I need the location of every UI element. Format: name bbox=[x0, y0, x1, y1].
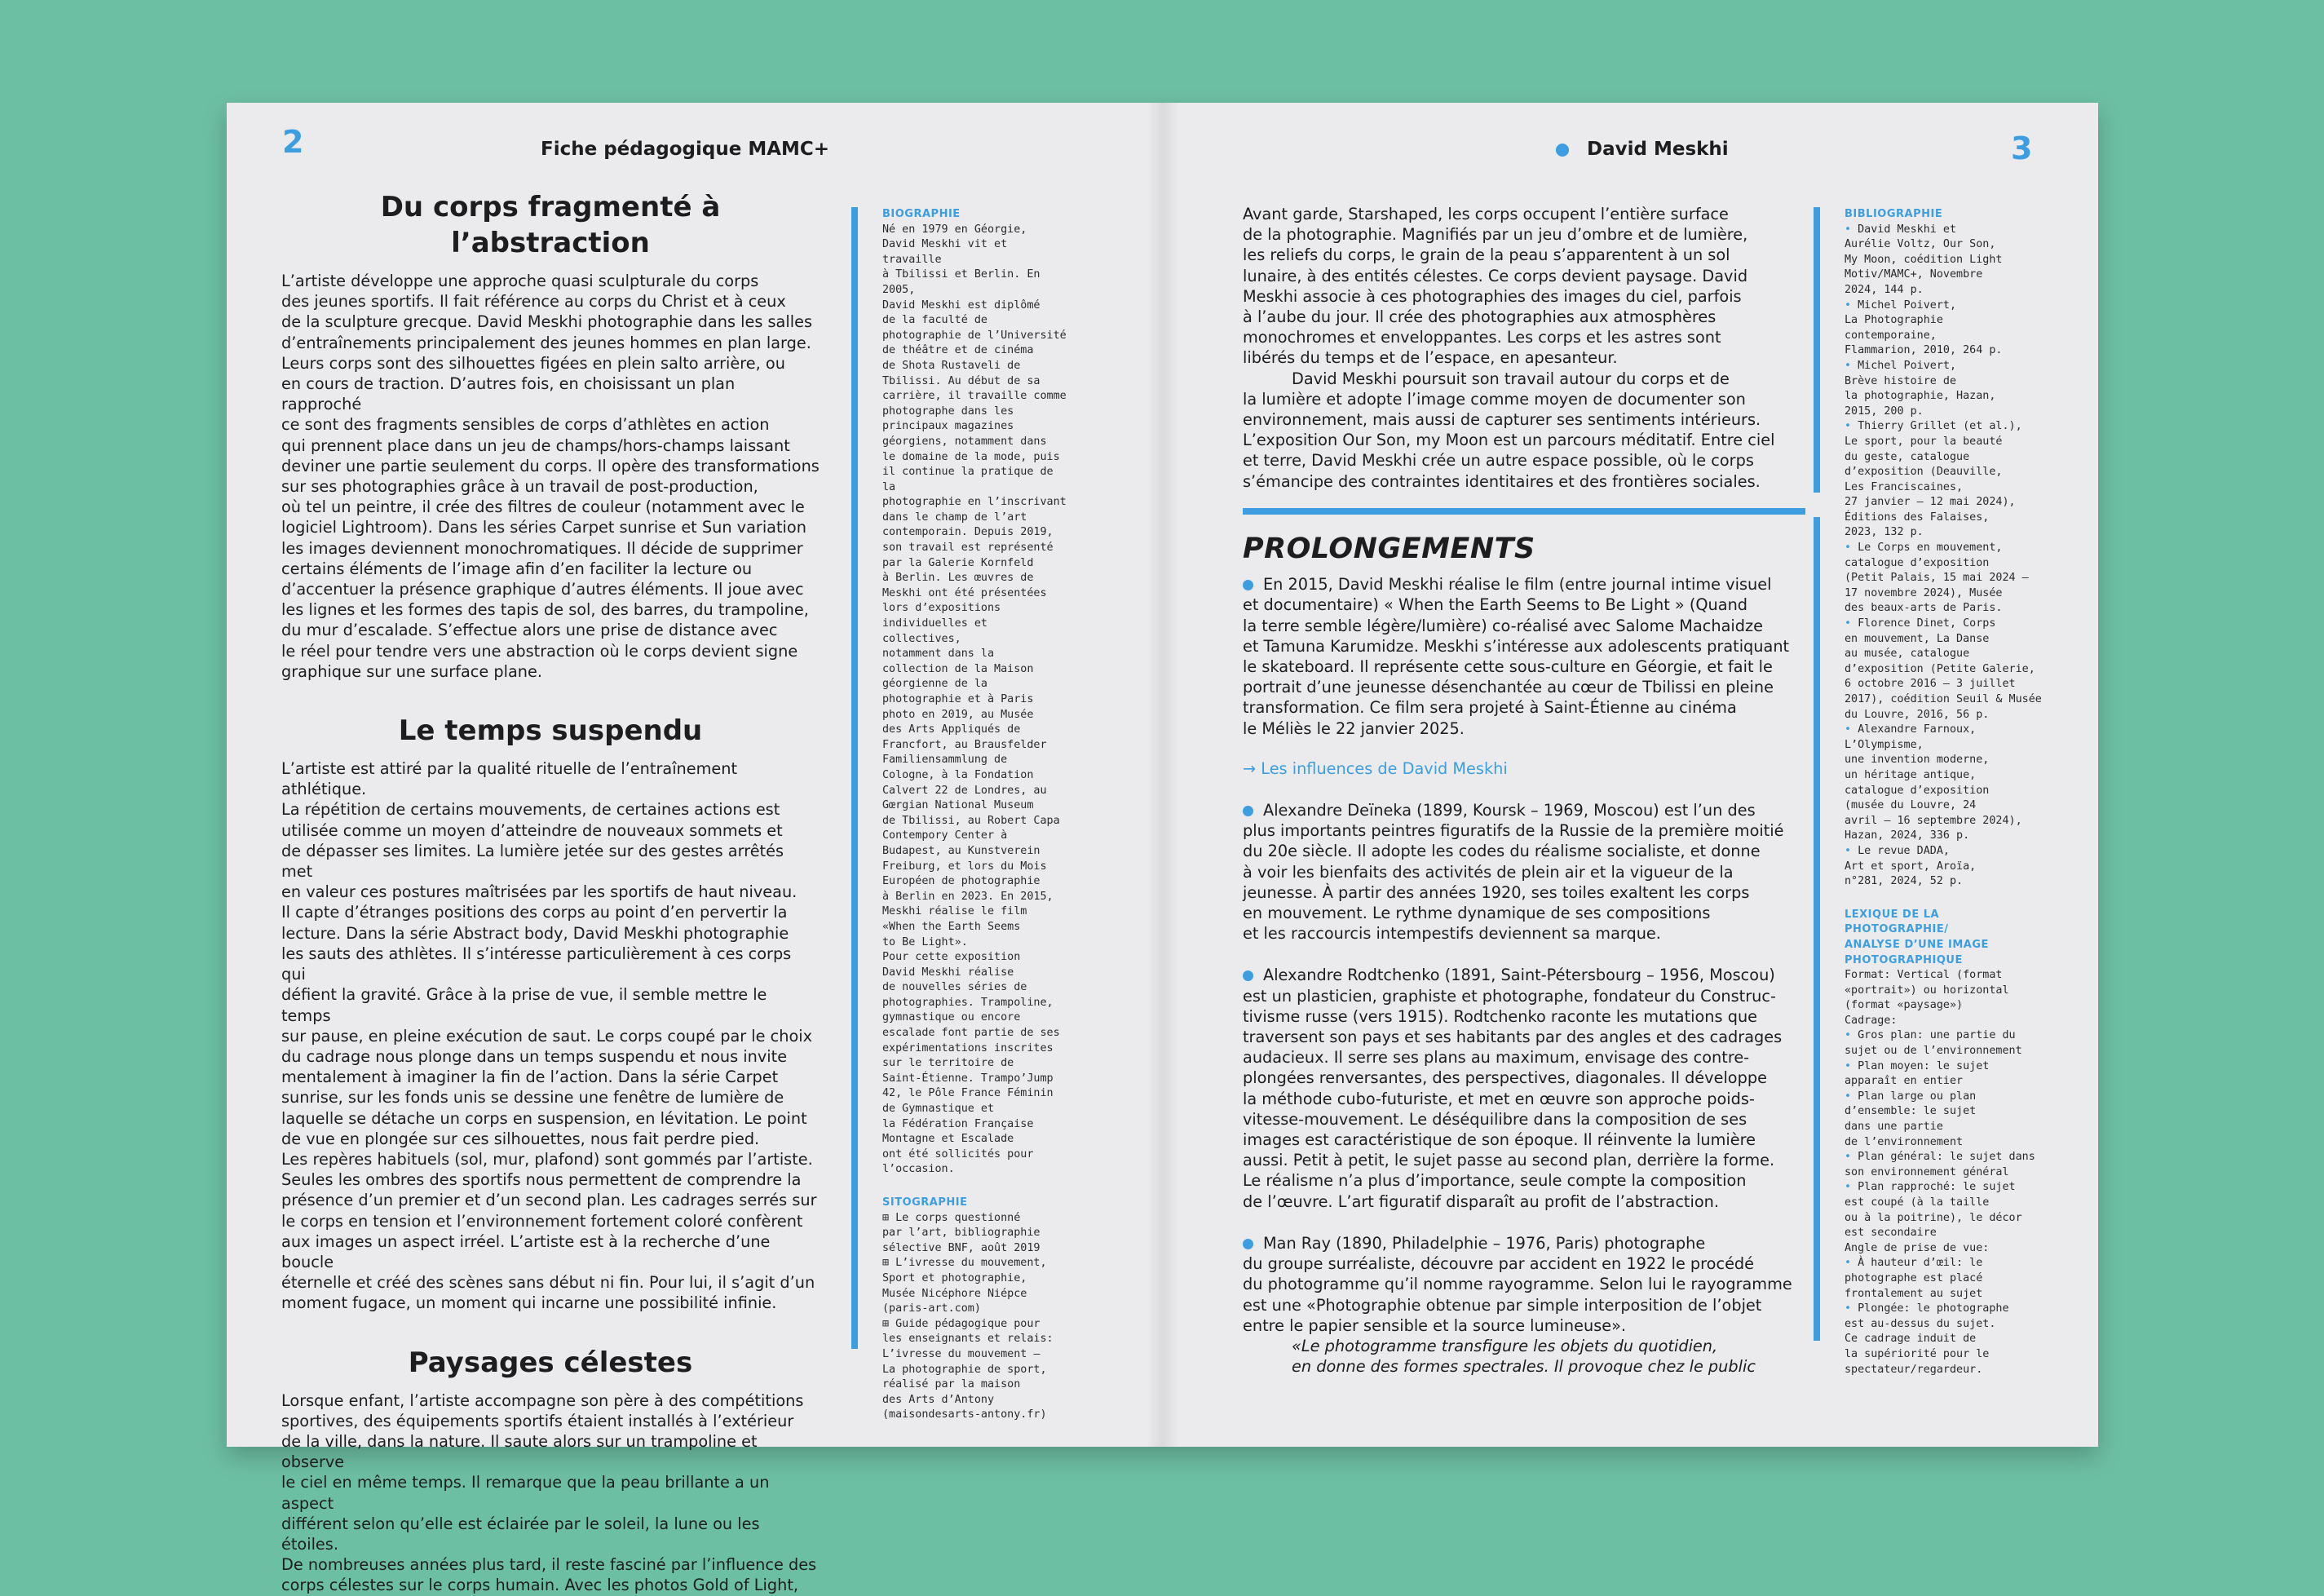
section-title-suspended: Le temps suspendu bbox=[398, 714, 703, 748]
text-line: catalogue d’exposition bbox=[1845, 556, 1990, 569]
text-line: les enseignants et relais: bbox=[882, 1333, 1054, 1346]
text-line: des Arts d’Antony bbox=[882, 1393, 995, 1406]
text-line: images est caractéristique de son époque. Il réinvente la lumière bbox=[1243, 1130, 1756, 1150]
text-line: L’artiste est attiré par la qualité rituelle de l’entraînement athlétique. bbox=[281, 759, 738, 799]
text-line: L’artiste développe une approche quasi sculpturale du corps bbox=[281, 272, 759, 290]
text-line: (musée du Louvre, 24 bbox=[1845, 799, 1977, 812]
text-line: où tel un peintre, il crée des filtres de couleur (notamment avec le bbox=[281, 497, 805, 517]
text-line: transformation. Ce film sera projeté à Saint-Étienne au cinéma bbox=[1243, 698, 1737, 718]
text-line: Aurélie Voltz, Our Son, bbox=[1845, 238, 1996, 251]
bullet-icon: • bbox=[1845, 359, 1858, 372]
text-line: lors d’expositions bbox=[882, 602, 1001, 615]
text-line: collection de la Maison bbox=[882, 662, 1034, 675]
text-line: de vue en plongée sur ces silhouettes, nous fait perdre pied. bbox=[281, 1129, 760, 1148]
text-line: Contempory Center à bbox=[882, 829, 1008, 842]
text-line: aux images un aspect irréel. L’artiste est à la recherche d’une boucle bbox=[281, 1231, 771, 1271]
sidebar-rule-top bbox=[1814, 207, 1820, 493]
text-line: environnement, mais aussi de capturer ses sentiments intérieurs. bbox=[1243, 410, 1761, 430]
text-line: photographie de l’Université bbox=[882, 329, 1067, 342]
text-line: jeunesse. À partir des années 1920, ses toiles exaltent les corps bbox=[1243, 882, 1750, 902]
text-line: défient la gravité. Grâce à la prise de vue, il semble mettre le temps bbox=[281, 985, 767, 1025]
text-line: escalade font partie de ses bbox=[882, 1027, 1060, 1040]
text-line: dans une partie bbox=[1845, 1121, 1943, 1134]
text-line: d’exposition (Petite Galerie, bbox=[1845, 662, 2035, 675]
text-line: le corps en tension et l’environnement fortement coloré confèrent bbox=[281, 1211, 803, 1231]
text-line: lecture. Dans la série Abstract body, David Meskhi photographie bbox=[281, 923, 789, 943]
text-line: Familiensammlung de bbox=[882, 754, 1008, 767]
bullet-icon: • bbox=[1845, 1029, 1858, 1042]
text-line: à Tbilissi et Berlin. En 2005, bbox=[882, 268, 1040, 296]
text-line: n°281, 2024, 52 p. bbox=[1845, 875, 1964, 888]
text-line: David Meskhi réalise bbox=[882, 966, 1014, 979]
text-line: de dépasser ses limites. La lumière jetée sur des gestes arrêtés met bbox=[281, 841, 784, 882]
text-line: Saint-Étienne. Trampo’Jump bbox=[882, 1072, 1054, 1085]
text-line: de la sculpture grecque. David Meskhi photographie dans les salles bbox=[281, 312, 812, 332]
text-line: il continue la pratique de la bbox=[882, 466, 1054, 493]
text-line: de l’environnement bbox=[1845, 1135, 1964, 1148]
influences-link[interactable]: → Les influences de David Meskhi bbox=[1243, 758, 1508, 778]
text-line: Leurs corps sont des silhouettes figées en plein salto arrière, ou bbox=[281, 353, 785, 373]
lexique-label: LEXIQUE DE LA PHOTOGRAPHIE/ ANALYSE D’UNE IMAGE PHOTOGRAPHIQUE bbox=[1845, 908, 1989, 966]
text-line: spectateur/regardeur. bbox=[1845, 1363, 1983, 1376]
text-line: individuelles et collectives, bbox=[882, 617, 987, 645]
paragraph-suspended bbox=[281, 758, 820, 1313]
text-line: La répétition de certains mouvements, de certaines actions est bbox=[281, 800, 780, 820]
text-line: est au-dessus du sujet. bbox=[1845, 1317, 1996, 1330]
text-line: • Gros plan: une partie du bbox=[1845, 1029, 2016, 1042]
text-line: sur ses photographies grâce à un travail de post-production, bbox=[281, 477, 758, 497]
text-line: la méthode cubo-futuriste, et met en œuvre son approche poids- bbox=[1243, 1089, 1755, 1108]
text-line: et Tamuna Karumidze. Meskhi s’intéresse aux adolescents pratiquant bbox=[1243, 636, 1790, 656]
text-line: Brève histoire de bbox=[1845, 374, 1957, 387]
text-line: au musée, catalogue bbox=[1845, 648, 1970, 661]
text-line: • Michel Poivert, bbox=[1845, 359, 1957, 372]
text-line: apparaît en entier bbox=[1845, 1075, 1964, 1088]
text-line: L’exposition Our Son, my Moon est un parcours méditatif. Entre ciel bbox=[1243, 431, 1775, 450]
text-line: géorgiens, notamment dans bbox=[882, 435, 1047, 448]
text-line: Art et sport, Aroïa, bbox=[1845, 860, 1977, 873]
bullet-dot-icon bbox=[1243, 970, 1253, 981]
bullet-icon: • bbox=[1845, 1257, 1858, 1270]
text-line: présence d’un premier et d’un second plan. Les cadrages serrés sur bbox=[281, 1191, 817, 1210]
text-line: Musée Nicéphore Niépce bbox=[882, 1287, 1027, 1300]
text-line: les images deviennent monochromatiques. Il décide de supprimer bbox=[281, 538, 803, 558]
text-line: du 20e siècle. Il adopte les codes du réalisme socialiste, et donne bbox=[1243, 842, 1761, 861]
text-line: géorgienne de la bbox=[882, 678, 987, 691]
text-line: entre le papier sensible et la source lumineuse». bbox=[1243, 1315, 1627, 1335]
text-line: différent selon qu’elle est éclairée par le soleil, la lune ou les étoiles. bbox=[281, 1514, 760, 1554]
text-line: 2017), coédition Seuil & Musée bbox=[1845, 693, 2042, 705]
deineka-paragraph bbox=[1243, 800, 1805, 944]
text-line: libérés du temps et de l’espace, en apesanteur. bbox=[1243, 348, 1618, 368]
text-line: audacieux. Il serre ses plans au maximum, envisage des contre- bbox=[1243, 1048, 1750, 1068]
text-line: sunrise, sur les fonds unis se dessine une fenêtre de lumière de bbox=[281, 1088, 784, 1107]
text-line: to Be Light». bbox=[882, 935, 968, 948]
text-line: gymnastique ou encore bbox=[882, 1011, 1021, 1024]
section-title-fragmented: Du corps fragmenté à l’abstraction bbox=[380, 191, 721, 259]
text-line: photographies. Trampoline, bbox=[882, 996, 1054, 1009]
text-line: Freiburg, et lors du Mois bbox=[882, 860, 1047, 873]
paragraph-celestial bbox=[281, 1390, 820, 1596]
bullet-icon: • bbox=[1845, 1302, 1858, 1315]
text-line: De nombreuses années plus tard, il reste fasciné par l’influence des bbox=[281, 1555, 817, 1575]
text-line: sur pause, en pleine exécution de saut. Le corps coupé par le choix bbox=[281, 1026, 813, 1046]
text-line: Avant garde, Starshaped, les corps occupent l’entière surface bbox=[1243, 205, 1729, 223]
text-line: sélective BNF, août 2019 bbox=[882, 1241, 1040, 1254]
text-line: Éditions des Falaises, bbox=[1845, 511, 1990, 524]
text-line: expérimentations inscrites bbox=[882, 1041, 1054, 1054]
text-line: des Arts Appliqués de bbox=[882, 723, 1021, 736]
bullet-dot-icon bbox=[1243, 806, 1253, 816]
text-line: de théâtre et de cinéma bbox=[882, 344, 1034, 357]
text-line: «portrait») ou horizontal bbox=[1845, 984, 2009, 997]
bio-text bbox=[882, 223, 1070, 1178]
text-line: sujet ou de l’environnement bbox=[1845, 1045, 2022, 1058]
blue-dot-icon bbox=[1556, 144, 1569, 157]
rodtchenko-paragraph bbox=[1243, 965, 1805, 1211]
right-main-bottom bbox=[1243, 533, 1805, 1377]
text-line: Européen de photographie bbox=[882, 875, 1040, 888]
text-line: est un plasticien, graphiste et photographe, fondateur du Construc- bbox=[1243, 986, 1776, 1006]
text-line: David Meskhi vit et travaille bbox=[882, 238, 1008, 266]
section-title-celestial: Paysages célestes bbox=[408, 1346, 693, 1379]
text-line: monochromes et enveloppantes. Les corps et les astres sont bbox=[1243, 328, 1721, 347]
text-line: Tbilissi. Au début de sa bbox=[882, 374, 1040, 387]
text-line: en mouvement. Le rythme dynamique de ses compositions bbox=[1243, 904, 1711, 923]
text-line: de Gymnastique et bbox=[882, 1103, 995, 1116]
text-line: Alexandre Rodtchenko (1891, Saint-Pétersbourg – 1956, Moscou) bbox=[1243, 965, 1805, 985]
text-line: est coupé (à la taille bbox=[1845, 1196, 1990, 1209]
page-gutter bbox=[1147, 103, 1179, 1447]
text-line: principaux magazines bbox=[882, 420, 1014, 433]
text-line: 2023, 132 p. bbox=[1845, 526, 1924, 539]
text-line: le skateboard. Il représente cette sous-culture en Géorgie, et fait le bbox=[1243, 657, 1773, 677]
text-line: les lignes et les formes des tapis de sol, des barres, du trampoline, bbox=[281, 600, 809, 620]
biblio-list bbox=[1845, 223, 2042, 890]
text-line: et terre, David Meskhi crée un autre espace possible, où le corps bbox=[1243, 451, 1754, 471]
bio-label: BIOGRAPHIE bbox=[882, 208, 961, 220]
bullet-icon: • bbox=[1845, 1181, 1858, 1194]
text-line: avril – 16 septembre 2024), bbox=[1845, 814, 2022, 827]
text-line: qui prennent place dans un jeu de champs/hors-champs laissant bbox=[281, 435, 790, 455]
text-line: L’Olympisme, bbox=[1845, 738, 1924, 751]
text-line: son environnement général bbox=[1845, 1165, 2009, 1178]
text-line: Seules les ombres des sportifs nous permettent de comprendre la bbox=[281, 1170, 802, 1190]
text-line: du Louvre, 2016, 56 p. bbox=[1845, 708, 1990, 721]
text-line: Calvert 22 de Londres, au bbox=[882, 784, 1047, 797]
text-line: Il capte d’étranges positions des corps au point d’en pervertir la bbox=[281, 903, 788, 922]
text-line: Cadrage: bbox=[1845, 1014, 1898, 1027]
text-line: et les raccourcis intempestifs deviennent sa marque. bbox=[1243, 924, 1661, 944]
text-line: (paris-art.com) bbox=[882, 1302, 981, 1315]
text-line: Lorsque enfant, l’artiste accompagne son père à des compétitions bbox=[281, 1390, 804, 1410]
text-line: des jeunes sportifs. Il fait référence au corps du Christ et à ceux bbox=[281, 292, 786, 312]
text-line: aussi. Petit à petit, le sujet passe au second plan, derrière la forme. bbox=[1243, 1151, 1775, 1170]
text-line: ⊞ Le corps questionné bbox=[882, 1211, 1021, 1224]
text-line: tivisme russe (vers 1915). Rodtchenko raconte les mutations que bbox=[1243, 1006, 1758, 1026]
text-line: mentalement à imaginer la fin de l’action. Dans la série Carpet bbox=[281, 1068, 779, 1087]
text-line: ⊞ Guide pédagogique pour bbox=[882, 1317, 1040, 1330]
paragraph-celestial-cont bbox=[1243, 204, 1797, 369]
bullet-dot-icon bbox=[1243, 580, 1253, 590]
text-line: d’exposition (Deauville, bbox=[1845, 466, 2003, 479]
text-line: d’accentuer la présence graphique d’autres éléments. Il joue avec bbox=[281, 580, 804, 599]
text-line: Ce cadrage induit de bbox=[1845, 1333, 1977, 1346]
running-head-left: Fiche pédagogique MAMC+ bbox=[541, 139, 830, 160]
text-line: à Berlin. Les œuvres de bbox=[882, 572, 1034, 585]
text-line: Motiv/MAMC+, Novembre bbox=[1845, 268, 1983, 281]
text-line: 42, le Pôle France Féminin bbox=[882, 1087, 1054, 1100]
text-line: • Le revue DADA, bbox=[1845, 844, 1950, 857]
text-line: du photogramme qu’il nomme rayogramme. Selon lui le rayogramme bbox=[1243, 1275, 1792, 1294]
text-line: notamment dans la bbox=[882, 648, 995, 661]
text-line: le Méliès le 22 janvier 2025. bbox=[1243, 718, 1465, 738]
text-line: à l’aube du jour. Il crée des photographies aux atmosphères bbox=[1243, 307, 1716, 327]
bullet-icon: • bbox=[1845, 844, 1858, 857]
text-line: la lumière et adopte l’image comme moyen de documenter son bbox=[1243, 389, 1746, 409]
text-line: plongées renversantes, des perspectives, diagonales. Il développe bbox=[1243, 1068, 1767, 1088]
text-line: • Plan moyen: le sujet bbox=[1845, 1059, 1990, 1072]
text-line: est une «Photographie obtenue par simple interposition de l’objet bbox=[1243, 1295, 1762, 1315]
text-line: Angle de prise de vue: bbox=[1845, 1241, 1990, 1254]
text-line: de nouvelles séries de bbox=[882, 981, 1027, 994]
text-line: éternelle et créé des scènes sans début ni fin. Pour lui, il s’agit d’un bbox=[281, 1273, 815, 1293]
text-line: «Le photogramme transfigure les objets du quotidien, bbox=[1292, 1336, 1718, 1355]
text-line: 2015, 200 p. bbox=[1845, 405, 1924, 418]
text-line: • Plan large ou plan bbox=[1845, 1090, 1977, 1103]
text-line: réalisé par la maison bbox=[882, 1378, 1021, 1391]
text-line: plus importants peintres figuratifs de la Russie de la première moitié bbox=[1243, 821, 1784, 841]
text-line: de la ville, dans la nature. Il saute alors sur un trampoline et observe bbox=[281, 1431, 758, 1472]
text-line: la photographie, Hazan, bbox=[1845, 390, 1996, 403]
text-line: En 2015, David Meskhi réalise le film (entre journal intime visuel bbox=[1243, 574, 1805, 595]
biblio-label: BIBLIOGRAPHIE bbox=[1845, 208, 1943, 220]
text-line: vitesse-mouvement. Le déséquilibre dans la composition de ses bbox=[1243, 1109, 1747, 1129]
text-line: un héritage antique, bbox=[1845, 768, 1977, 781]
text-line: deviner une partie seulement du corps. Il opère des transformations bbox=[281, 456, 820, 475]
text-line: Le réalisme n’a plus d’importance, seule compte la composition bbox=[1243, 1171, 1747, 1191]
text-line: graphique sur une surface plane. bbox=[281, 661, 543, 681]
right-main-top bbox=[1243, 204, 1797, 492]
text-line: la supériorité pour le bbox=[1845, 1347, 1990, 1360]
running-head-right-text: David Meskhi bbox=[1587, 139, 1729, 160]
bullet-icon: • bbox=[1845, 1090, 1858, 1103]
bullet-icon: • bbox=[1845, 223, 1858, 236]
text-line: • Plan rapproché: le sujet bbox=[1845, 1181, 2016, 1194]
text-line: du cadrage nous plonge dans un temps suspendu et nous invite bbox=[281, 1046, 788, 1066]
text-line: photo en 2019, au Musée bbox=[882, 708, 1034, 721]
text-line: d’ensemble: le sujet bbox=[1845, 1105, 1977, 1118]
text-line: du groupe surréaliste, découvre par accident en 1922 le procédé bbox=[1243, 1254, 1755, 1274]
bullet-icon: • bbox=[1845, 617, 1858, 630]
text-line: de l’œuvre. L’art figuratif disparaît au profit de l’abstraction. bbox=[1243, 1191, 1719, 1211]
text-line: l’occasion. bbox=[882, 1163, 955, 1176]
text-line: son travail est représenté bbox=[882, 542, 1054, 555]
text-line: portrait d’une jeunesse désenchantée au cœur de Tbilissi en pleine bbox=[1243, 678, 1774, 697]
text-line: moment fugace, un moment qui incarne une possibilité infinie. bbox=[281, 1293, 777, 1313]
page-number-right: 3 bbox=[2011, 130, 2033, 166]
paragraph-fragmented bbox=[281, 271, 820, 682]
text-line: Format: Vertical (format bbox=[1845, 969, 2003, 982]
text-line: Alexandre Deïneka (1899, Koursk – 1969, Moscou) est l’un des bbox=[1243, 800, 1805, 820]
text-line: Man Ray (1890, Philadelphie – 1976, Paris) photographe bbox=[1243, 1233, 1805, 1253]
text-line: • Alexandre Farnoux, bbox=[1845, 723, 1977, 736]
text-line: ou à la poitrine), le décor bbox=[1845, 1211, 2022, 1224]
text-line: des beaux-arts de Paris. bbox=[1845, 602, 2003, 615]
text-line: catalogue d’exposition bbox=[1845, 784, 1990, 797]
text-line: • Le Corps en mouvement, bbox=[1845, 542, 2003, 555]
text-line: logiciel Lightroom). Dans les séries Carpet sunrise et Sun variation bbox=[281, 518, 806, 537]
text-line: à Berlin en 2023. En 2015, bbox=[882, 890, 1054, 903]
text-line: David Meskhi est diplômé bbox=[882, 298, 1040, 312]
text-line: par l’art, bibliographie bbox=[882, 1227, 1040, 1240]
sito-links[interactable] bbox=[882, 1211, 1070, 1423]
bullet-icon: • bbox=[1845, 1151, 1858, 1164]
text-line: les reliefs du corps, le grain de la peau s’apparentent à un sol bbox=[1243, 245, 1730, 265]
text-line: d’entraînements principalement des jeunes hommes en plan large. bbox=[281, 333, 811, 352]
text-line: Les Franciscaines, bbox=[1845, 480, 1964, 493]
manray-paragraph bbox=[1243, 1233, 1805, 1377]
text-line: de Shota Rustaveli de bbox=[882, 359, 1021, 372]
text-line: Pour cette exposition bbox=[882, 951, 1021, 964]
text-line: la Fédération Française bbox=[882, 1117, 1034, 1130]
text-line: • Plan général: le sujet dans bbox=[1845, 1151, 2035, 1164]
text-line: Meskhi réalise le film bbox=[882, 905, 1027, 918]
text-line: La photographie de sport, bbox=[882, 1363, 1047, 1376]
text-line: dans le champ de l’art bbox=[882, 511, 1027, 524]
magazine-spread bbox=[227, 103, 2098, 1595]
text-line: • Plongée: le photographe bbox=[1845, 1302, 2009, 1315]
text-line: du mur d’escalade. S’effectue alors une prise de distance avec bbox=[281, 621, 778, 640]
text-line: (format «paysage») bbox=[1845, 999, 1964, 1012]
text-line: de la photographie. Magnifiés par un jeu d’ombre et de lumière, bbox=[1243, 225, 1748, 245]
text-line: en cours de traction. D’autres fois, en choisissant un plan rapproché bbox=[281, 374, 736, 414]
text-line: photographie et à Paris bbox=[882, 693, 1034, 705]
text-line: «When the Earth Seems bbox=[882, 920, 1021, 933]
paragraph-journey bbox=[1243, 369, 1797, 492]
text-line: Hazan, 2024, 336 p. bbox=[1845, 829, 1970, 842]
text-line: Cologne, à la Fondation bbox=[882, 768, 1034, 781]
bullet-icon: • bbox=[1845, 420, 1858, 433]
text-line: (maisondesarts-antony.fr) bbox=[882, 1408, 1047, 1421]
text-line: La Photographie bbox=[1845, 314, 1943, 327]
text-line: une invention moderne, bbox=[1845, 754, 1990, 767]
text-line: laquelle se détache un corps en suspension, en lévitation. Le point bbox=[281, 1108, 807, 1128]
text-line: (Petit Palais, 15 mai 2024 – bbox=[1845, 572, 2029, 585]
text-line: frontalement au sujet bbox=[1845, 1287, 1983, 1300]
bullet-icon: • bbox=[1845, 1059, 1858, 1072]
sidebar-rule-bottom bbox=[1814, 517, 1820, 1341]
text-line: par la Galerie Kornfeld bbox=[882, 556, 1034, 569]
left-sidebar bbox=[851, 207, 1070, 1421]
text-line: photographe est placé bbox=[1845, 1271, 1983, 1284]
text-line: photographe dans les bbox=[882, 405, 1014, 418]
text-line: • Thierry Grillet (et al.), bbox=[1845, 420, 2022, 433]
text-line: Montagne et Escalade bbox=[882, 1133, 1014, 1146]
text-line: 2024, 144 p. bbox=[1845, 283, 1924, 296]
text-line: Flammarion, 2010, 264 p. bbox=[1845, 344, 2003, 357]
text-line: ⊞ L’ivresse du mouvement, bbox=[882, 1257, 1047, 1270]
text-line: de Tbilissi, au Robert Capa bbox=[882, 814, 1060, 827]
text-line: en mouvement, La Danse bbox=[1845, 632, 1990, 645]
text-line: 27 janvier – 12 mai 2024), bbox=[1845, 496, 2016, 509]
text-line: L’ivresse du mouvement – bbox=[882, 1347, 1040, 1360]
text-line: • Michel Poivert, bbox=[1845, 298, 1957, 312]
text-line: • David Meskhi et bbox=[1845, 223, 1957, 236]
page-number-left: 2 bbox=[282, 124, 304, 160]
right-sidebar bbox=[1814, 207, 2042, 1376]
text-line: Né en 1979 en Géorgie, bbox=[882, 223, 1027, 236]
text-line: contemporain. Depuis 2019, bbox=[882, 526, 1054, 539]
bullet-dot-icon bbox=[1243, 1239, 1253, 1249]
text-line: traversent son pays et ses habitants par des angles et des cadrages bbox=[1243, 1028, 1783, 1047]
text-line: Francfort, au Brausfelder bbox=[882, 738, 1047, 751]
text-line: en donne des formes spectrales. Il provoque chez le public bbox=[1292, 1357, 1756, 1377]
text-line: carrière, il travaille comme bbox=[882, 390, 1067, 403]
lexique-list bbox=[1845, 968, 2042, 1377]
text-line: corps célestes sur le corps humain. Avec les photos Gold of Light, bbox=[281, 1576, 799, 1595]
text-line: ce sont des fragments sensibles de corps d’athlètes en action bbox=[281, 415, 770, 435]
text-line: certains éléments de l’image afin d’en faciliter la lecture ou bbox=[281, 559, 753, 578]
text-line: de la faculté de bbox=[882, 314, 987, 327]
text-line: Le sport, pour la beauté bbox=[1845, 435, 2003, 448]
text-line: • À hauteur d’œil: le bbox=[1845, 1257, 1983, 1270]
left-main-column bbox=[281, 189, 820, 1596]
text-line: la terre semble légère/lumière) co-réalisé avec Salome Machaidze bbox=[1243, 616, 1763, 635]
text-line: contemporaine, bbox=[1845, 329, 1937, 342]
text-line: Budapest, au Kunstverein bbox=[882, 844, 1040, 857]
text-line: 17 novembre 2024), Musée bbox=[1845, 586, 2003, 599]
text-line: le réel pour tendre vers une abstraction où le corps devient signe bbox=[281, 641, 798, 661]
text-line: Sport et photographie, bbox=[882, 1271, 1027, 1284]
text-line: est secondaire bbox=[1845, 1227, 1937, 1240]
sito-label: SITOGRAPHIE bbox=[882, 1196, 968, 1209]
running-head-right bbox=[1556, 139, 1729, 160]
prolongements-title: PROLONGEMENTS bbox=[1243, 533, 1535, 565]
text-line: Les repères habituels (sol, mur, plafond) sont gommés par l’artiste. bbox=[281, 1149, 813, 1169]
text-line: s’émancipe des contraintes identitaires et des frontières sociales. bbox=[1243, 471, 1761, 491]
text-line: en valeur ces postures maîtrisées par les sportifs de haut niveau. bbox=[281, 882, 797, 902]
text-line: utilisée comme un moyen d’atteindre de nouveaux sommets et bbox=[281, 820, 783, 840]
text-line: sportives, des équipements sportifs étaient installés à l’extérieur bbox=[281, 1411, 794, 1430]
bullet-icon: • bbox=[1845, 723, 1858, 736]
text-line: David Meskhi poursuit son travail autour du corps et de bbox=[1292, 369, 1730, 388]
text-line: sur le territoire de bbox=[882, 1057, 1014, 1070]
text-line: le domaine de la mode, puis bbox=[882, 450, 1060, 463]
film-paragraph bbox=[1243, 574, 1805, 739]
bullet-icon: • bbox=[1845, 542, 1858, 555]
section-divider bbox=[1243, 508, 1805, 515]
text-line: et documentaire) « When the Earth Seems to Be Light » (Quand bbox=[1243, 595, 1748, 615]
text-line: My Moon, coédition Light bbox=[1845, 253, 2003, 266]
text-line: les sauts des athlètes. Il s’intéresse particulièrement à ces corps qui bbox=[281, 944, 792, 984]
text-line: photographie en l’inscrivant bbox=[882, 496, 1067, 509]
text-line: Meskhi associe à ces photographies des images du ciel, parfois bbox=[1243, 286, 1742, 306]
text-line: le ciel en même temps. Il remarque que la peau brillante a un aspect bbox=[281, 1473, 770, 1513]
text-line: du geste, catalogue bbox=[1845, 450, 1970, 463]
text-line: lunaire, à des entités célestes. Ce corps devient paysage. David bbox=[1243, 266, 1748, 285]
text-line: à voir les bienfaits des activités de plein air et la vigueur de la bbox=[1243, 862, 1734, 882]
text-line: ont été sollicités pour bbox=[882, 1147, 1034, 1161]
text-line: • Florence Dinet, Corps bbox=[1845, 617, 1996, 630]
bullet-icon: • bbox=[1845, 298, 1858, 312]
text-line: Meskhi ont été présentées bbox=[882, 586, 1047, 599]
text-line: Gœrgian National Museum bbox=[882, 799, 1034, 812]
text-line: 6 octobre 2016 – 3 juillet bbox=[1845, 678, 2016, 691]
